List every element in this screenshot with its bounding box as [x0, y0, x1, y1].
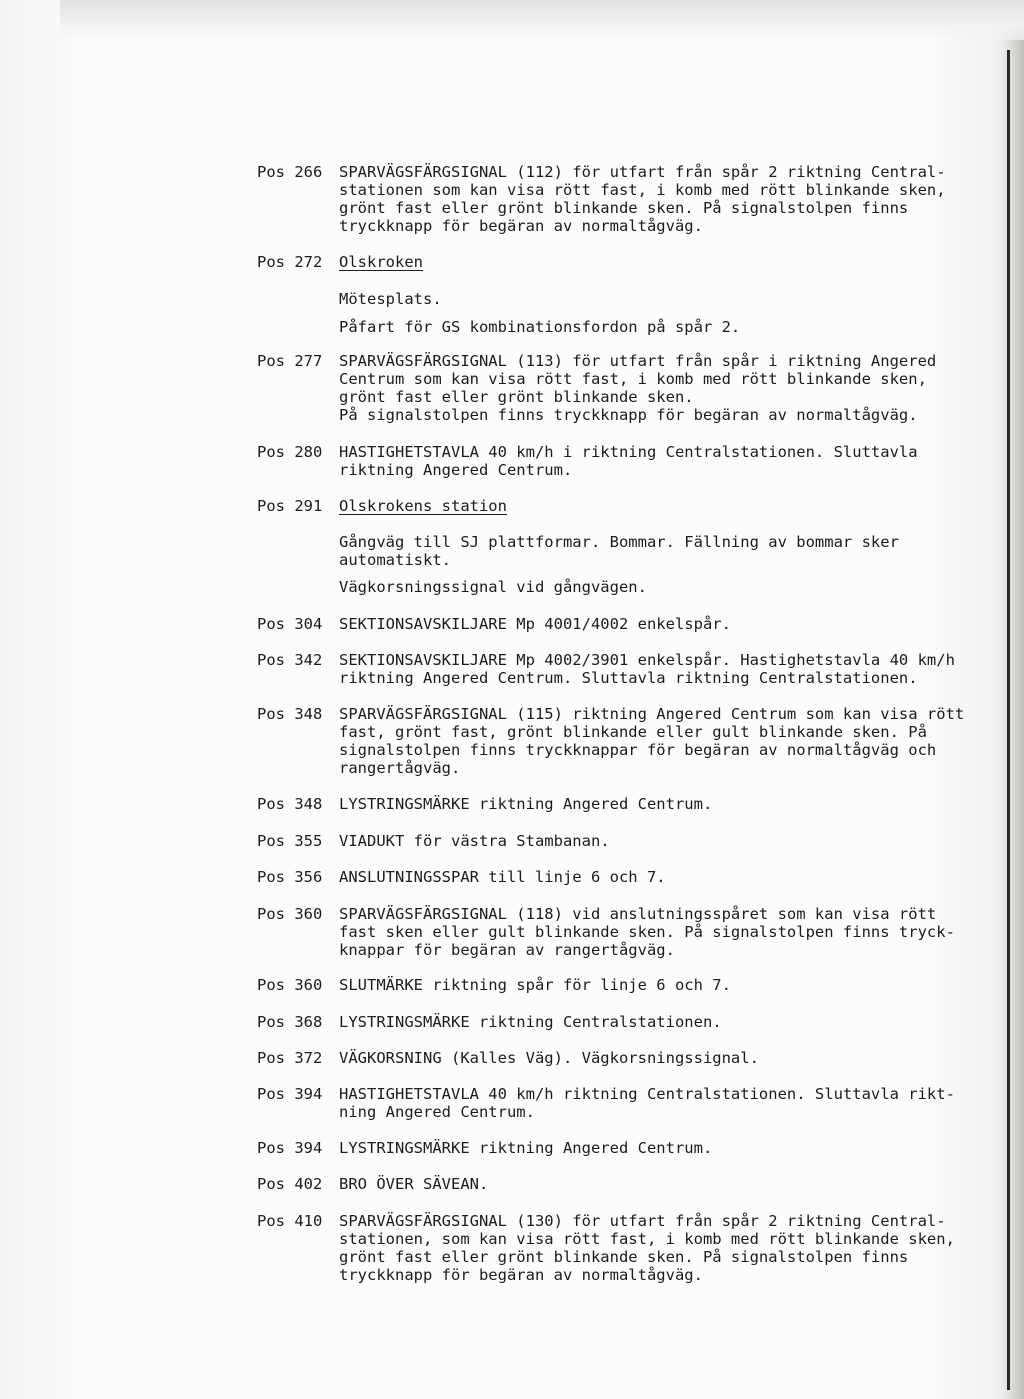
entry-text	[339, 290, 957, 308]
position-label: Pos 266	[257, 163, 323, 181]
text-line: SPARVÄGSFÄRGSIGNAL (112) för utfart från spår 2 riktning Central-	[339, 163, 946, 181]
entry-text	[339, 1085, 957, 1121]
section-heading: Olskroken	[339, 253, 423, 271]
entry-text	[339, 1139, 957, 1157]
text-line: SLUTMÄRKE riktning spår för linje 6 och 7.	[339, 976, 731, 994]
text-line: HASTIGHETSTAVLA 40 km/h riktning Centralstationen. Sluttavla rikt-	[339, 1085, 955, 1103]
text-line: På signalstolpen finns tryckknapp för begäran av normaltågväg.	[339, 406, 918, 424]
position-label: Pos 280	[257, 443, 323, 461]
position-label: Pos 348	[257, 705, 323, 723]
text-line: stationen, som kan visa rött fast, i komb med rött blinkande sken,	[339, 1230, 955, 1248]
text-line: grönt fast eller grönt blinkande sken. På signalstolpen finns	[339, 1248, 909, 1266]
text-line: Centrum som kan visa rött fast, i komb med rött blinkande sken,	[339, 370, 927, 388]
text-line: knappar för begäran av rangertågväg.	[339, 941, 675, 959]
text-line: SEKTIONSAVSKILJARE Mp 4002/3901 enkelspår. Hastighetstavla 40 km/h	[339, 651, 955, 669]
text-line: ning Angered Centrum.	[339, 1103, 535, 1121]
entry-text	[339, 578, 957, 596]
text-line: LYSTRINGSMÄRKE riktning Angered Centrum.	[339, 795, 713, 813]
position-label: Pos 394	[257, 1085, 323, 1103]
text-line: signalstolpen finns tryckknappar för begäran av normaltågväg och	[339, 741, 937, 759]
entry-text	[339, 318, 957, 336]
text-line: Påfart för GS kombinationsfordon på spår 2.	[339, 318, 741, 336]
entry-text	[339, 253, 957, 271]
position-label: Pos 394	[257, 1139, 323, 1157]
entry-text	[339, 651, 957, 687]
position-label: Pos 410	[257, 1212, 323, 1230]
text-line: stationen som kan visa rött fast, i komb med rött blinkande sken,	[339, 181, 946, 199]
entry-text	[339, 795, 957, 813]
position-label: Pos 272	[257, 253, 323, 271]
text-line: LYSTRINGSMÄRKE riktning Angered Centrum.	[339, 1139, 713, 1157]
position-label: Pos 356	[257, 868, 323, 886]
page-top-shadow	[60, 0, 1024, 40]
binding-edge	[1007, 50, 1010, 1390]
text-line: BRO ÖVER SÄVEAN.	[339, 1175, 489, 1193]
text-line: Mötesplats.	[339, 290, 442, 308]
entry-text	[339, 1049, 957, 1067]
text-line: riktning Angered Centrum. Sluttavla riktning Centralstationen.	[339, 669, 918, 687]
text-line: rangertågväg.	[339, 759, 461, 777]
text-line: VÄGKORSNING (Kalles Väg). Vägkorsningssignal.	[339, 1049, 759, 1067]
position-label: Pos 304	[257, 615, 323, 633]
text-line: tryckknapp för begäran av normaltågväg.	[339, 1266, 703, 1284]
entry-text	[339, 533, 957, 569]
text-line: ANSLUTNINGSSPAR till linje 6 och 7.	[339, 868, 666, 886]
text-line: SEKTIONSAVSKILJARE Mp 4001/4002 enkelspår.	[339, 615, 731, 633]
text-line: fast sken eller gult blinkande sken. På signalstolpen finns tryck-	[339, 923, 955, 941]
entry-text	[339, 976, 957, 994]
section-heading: Olskrokens station	[339, 497, 507, 515]
text-line: riktning Angered Centrum.	[339, 461, 573, 479]
position-label: Pos 277	[257, 352, 323, 370]
entry-text	[339, 832, 957, 850]
position-label: Pos 360	[257, 905, 323, 923]
text-line: tryckknapp för begäran av normaltågväg.	[339, 217, 703, 235]
text-line: SPARVÄGSFÄRGSIGNAL (113) för utfart från spår i riktning Angered	[339, 352, 937, 370]
position-label: Pos 360	[257, 976, 323, 994]
entry-text	[339, 497, 957, 515]
text-line: VIADUKT för västra Stambanan.	[339, 832, 610, 850]
entry-text	[339, 352, 957, 424]
text-line: fast, grönt fast, grönt blinkande eller gult blinkande sken. På	[339, 723, 927, 741]
entry-text	[339, 905, 957, 959]
text-line: SPARVÄGSFÄRGSIGNAL (118) vid anslutningsspåret som kan visa rött	[339, 905, 937, 923]
position-label: Pos 348	[257, 795, 323, 813]
position-label: Pos 368	[257, 1013, 323, 1031]
entry-text	[339, 1013, 957, 1031]
entry-text	[339, 615, 957, 633]
position-label: Pos 402	[257, 1175, 323, 1193]
text-line: LYSTRINGSMÄRKE riktning Centralstationen.	[339, 1013, 722, 1031]
entry-text	[339, 1175, 957, 1193]
text-line: Gångväg till SJ plattformar. Bommar. Fällning av bommar sker	[339, 533, 899, 551]
entry-text	[339, 868, 957, 886]
position-label: Pos 291	[257, 497, 323, 515]
entry-text	[339, 443, 957, 479]
text-line: Vägkorsningssignal vid gångvägen.	[339, 578, 647, 596]
text-line: grönt fast eller grönt blinkande sken.	[339, 388, 694, 406]
text-line: grönt fast eller grönt blinkande sken. På signalstolpen finns	[339, 199, 909, 217]
position-label: Pos 372	[257, 1049, 323, 1067]
entry-text	[339, 705, 965, 777]
text-line: SPARVÄGSFÄRGSIGNAL (130) för utfart från spår 2 riktning Central-	[339, 1212, 946, 1230]
position-label: Pos 342	[257, 651, 323, 669]
entry-text	[339, 1212, 957, 1284]
text-line: SPARVÄGSFÄRGSIGNAL (115) riktning Angered Centrum som kan visa rött	[339, 705, 965, 723]
position-label: Pos 355	[257, 832, 323, 850]
page-right-shadow	[1002, 40, 1024, 1399]
entry-text	[339, 163, 957, 235]
text-line: automatiskt.	[339, 551, 451, 569]
text-line: HASTIGHETSTAVLA 40 km/h i riktning Centralstationen. Sluttavla	[339, 443, 918, 461]
